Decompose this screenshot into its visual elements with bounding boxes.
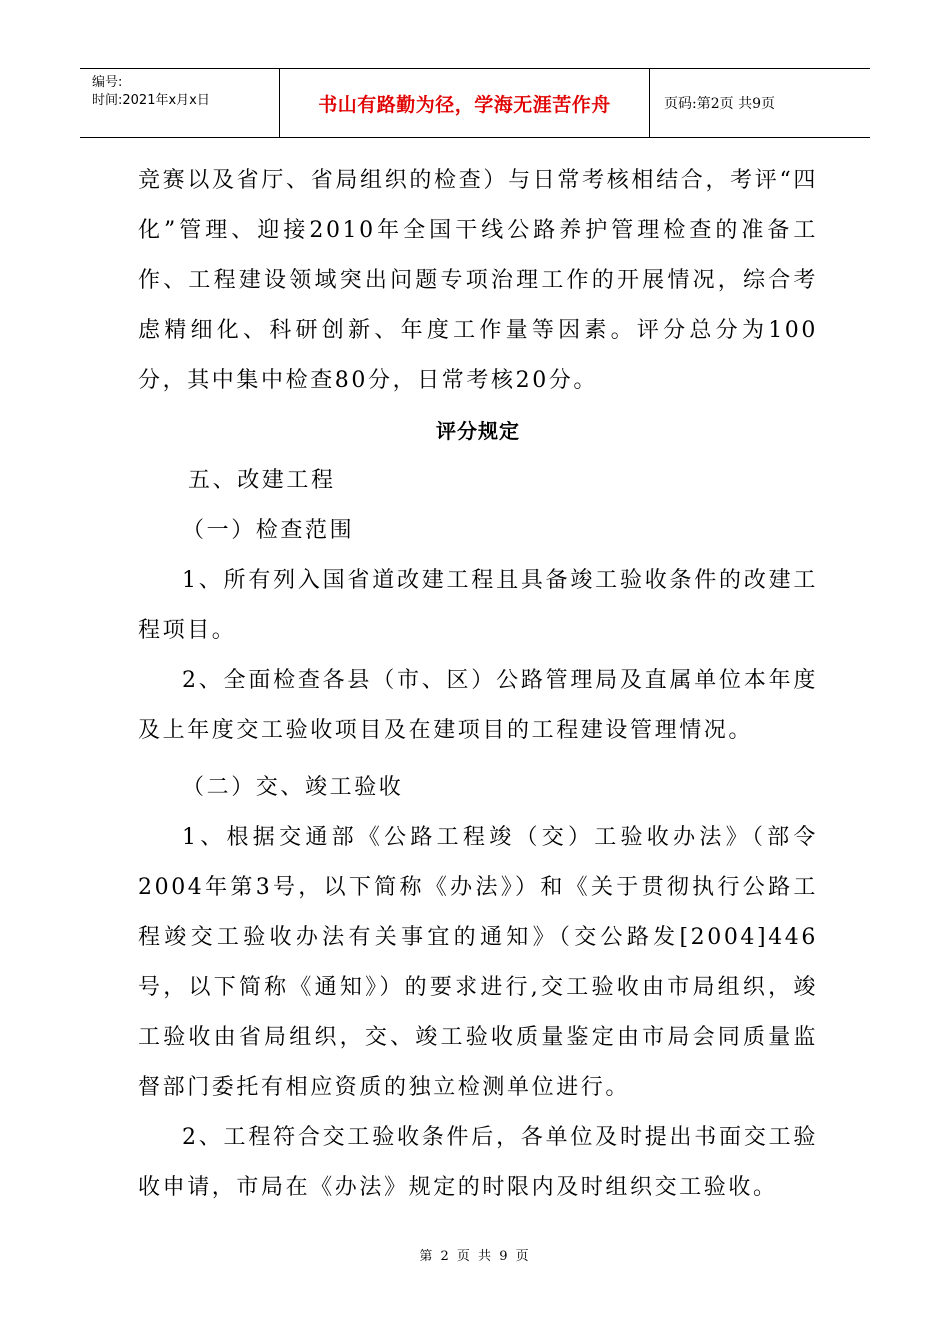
header-motto: 书山有路勤为径，学海无涯苦作舟 — [280, 69, 650, 137]
page-footer: 第 2 页 共 9 页 — [419, 1249, 531, 1264]
header-page-info: 页码:第2页 共9页 — [664, 96, 775, 112]
document-body — [138, 156, 818, 1213]
paragraph-item-3: 1、根据交通部《公路工程竣（交）工验收办法》（部令2004年第3号，以下简称《办法》）和《关于贯彻执行公路工程竣交工验收办法有关事宜的通知》（交公路发[2004]446号，以下简称《通知》）的要求进行,交工验收由市局组织，竣工验收由省局组织，交、竣工验收质量鉴定由市局会同质量监督部门委托有相应资质的独立检测单位进行。 — [138, 825, 818, 1100]
page-header — [80, 68, 870, 138]
time-label: 时间:2021年x月x日 — [92, 93, 210, 108]
paragraph-intro: 竞赛以及省厅、省局组织的检查）与日常考核相结合，考评“四化”管理、迎接2010年全国干线公路养护管理检查的准备工作、工程建设领域突出问题专项治理工作的开展情况，综合考虑精细化、科研创新、年度工作量等因素。评分总分为100分，其中集中检查80分，日常考核20分。 — [138, 168, 818, 393]
section-heading: 评分规定 — [436, 419, 520, 443]
number-label: 编号: — [92, 75, 123, 90]
paragraph-item-4: 2、工程符合交工验收条件后，各单位及时提出书面交工验收申请，市局在《办法》规定的时限内及时组织交工验收。 — [138, 1125, 818, 1200]
header-meta — [80, 69, 280, 137]
subsection-acceptance: （二）交、竣工验收 — [182, 775, 404, 800]
section-title-5: 五、改建工程 — [188, 468, 336, 493]
paragraph-item-1: 1、所有列入国省道改建工程且具备竣工验收条件的改建工程项目。 — [138, 568, 818, 643]
subsection-scope: （一）检查范围 — [182, 518, 355, 543]
paragraph-item-2: 2、全面检查各县（市、区）公路管理局及直属单位本年度及上年度交工验收项目及在建项目的工程建设管理情况。 — [138, 668, 818, 743]
